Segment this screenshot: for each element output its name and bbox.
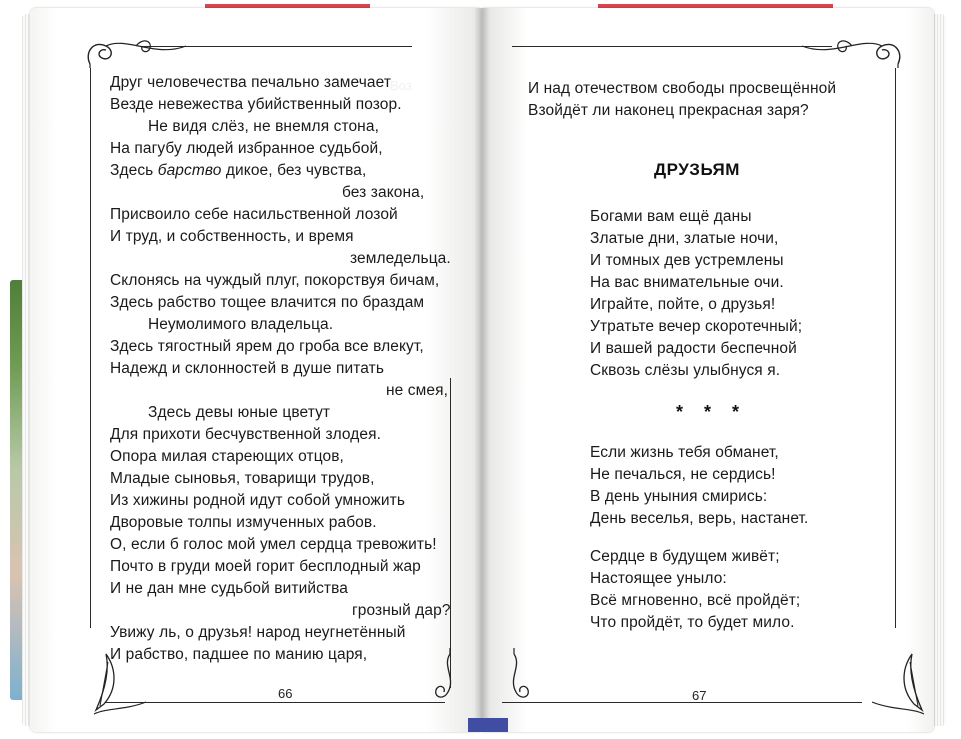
poem-line: Настоящее уныло: (590, 570, 727, 587)
poem-line-prefix: Здесь (110, 162, 158, 179)
poem-line: Склонясь на чуждый плуг, покорствуя бичам, (110, 272, 440, 289)
poem-line: Утратьте вечер скоротечный; (590, 318, 803, 335)
poem-line: Не печалься, не сердись! (590, 466, 776, 483)
poem-line: Младые сыновья, товарищи трудов, (110, 470, 375, 487)
poem-line: Везде невежества убийственный позор. (110, 96, 402, 113)
poem-line: без закона, (342, 184, 425, 201)
poem-line: Надежд и склонностей в душе питать (110, 360, 385, 377)
poem-line: День веселья, верь, настанет. (590, 510, 809, 527)
poem-line: И томных дев устремлены (590, 252, 784, 269)
page-number: 67 (692, 688, 707, 703)
poem-line: земледельца. (350, 250, 451, 267)
bottom-left-ornament-icon (492, 648, 542, 708)
right-page-stack (932, 14, 946, 726)
poem-line: И не дан мне судьбой витийства (110, 580, 349, 597)
poem-line: Друг человечества печально замечает (110, 74, 392, 91)
top-left-ornament-icon (76, 28, 206, 68)
poem-line: Сквозь слёзы улыбнуся я. (590, 362, 781, 379)
frame-bottom-line (502, 702, 862, 703)
poem-line: Богами вам ещё даны (590, 208, 752, 225)
poem-line: Из хижины родной идут собой умножить (110, 492, 405, 509)
top-right-ornament-icon (782, 28, 912, 68)
poem-line-suffix: дикое, без чувства, (221, 162, 367, 179)
poem-line: Дворовые толпы измученных рабов. (110, 514, 377, 531)
poem-line: Играйте, пойте, о друзья! (590, 296, 776, 313)
bookmark-ribbon (468, 718, 508, 732)
poem-line: Если жизнь тебя обманет, (590, 444, 779, 461)
frame-right-line (450, 378, 451, 688)
poem-line: Присвоило себе насильственной лозой (110, 206, 398, 223)
frame-right-line (895, 68, 896, 628)
poem-line: И труд, и собственность, и время (110, 228, 354, 245)
poem-line: И над отечеством свободы просвещённой (528, 80, 837, 97)
feather-quill-icon (872, 648, 932, 718)
bottom-right-ornament-icon (422, 648, 472, 708)
frame-bottom-line (105, 702, 445, 703)
poem-line: И рабство, падшее по манию царя, (110, 646, 368, 663)
poem-line-italic (110, 162, 366, 180)
poem-line: Для прихоти бесчувственной злодея. (110, 426, 382, 443)
poem-line: На вас внимательные очи. (590, 274, 784, 291)
poem-line: Почто в груди моей горит бесплодный жар (110, 558, 421, 575)
frame-left-line (90, 68, 91, 628)
poem-line: Сердце в будущем живёт; (590, 548, 780, 565)
show-through-text: Воз (390, 78, 412, 93)
poem-title: ДРУЗЬЯМ (654, 160, 740, 179)
page-number: 66 (278, 686, 293, 701)
poem-line: не смея, (386, 382, 449, 399)
poem-line: Здесь рабство тощее влачится по браздам (110, 294, 425, 311)
poem-line: В день уныния смирись: (590, 488, 768, 505)
poem-line: О, если б голос мой умел сердца тревожить! (110, 536, 437, 553)
poem-line: Здесь девы юные цветут (148, 404, 331, 421)
poem-line: Что пройдёт, то будет мило. (590, 614, 795, 631)
poem-line: Увижу ль, о друзья! народ неугнетённый (110, 624, 406, 641)
poem-line: Неумолимого владельца. (148, 316, 334, 333)
poem-line: Взойдёт ли наконец прекрасная заря? (528, 102, 809, 119)
poem-line: На пагубу людей избранное судьбой, (110, 140, 383, 157)
poem-line: Не видя слёз, не внемля стона, (148, 118, 379, 135)
poem-line: Златые дни, златые ночи, (590, 230, 779, 247)
right-page (482, 8, 934, 732)
left-page (30, 8, 480, 732)
poem-line: И вашей радости беспечной (590, 340, 797, 357)
poem-line: Здесь тягостный ярем до гроба все влекут, (110, 338, 424, 355)
poem-line: грозный дар? (352, 602, 451, 619)
poem-line: Опора милая стареющих отцов, (110, 448, 344, 465)
section-separator: * * * (676, 402, 748, 422)
poem-line: Всё мгновенно, всё пройдёт; (590, 592, 801, 609)
italic-word: барство (157, 162, 222, 179)
book-gutter (474, 8, 490, 732)
